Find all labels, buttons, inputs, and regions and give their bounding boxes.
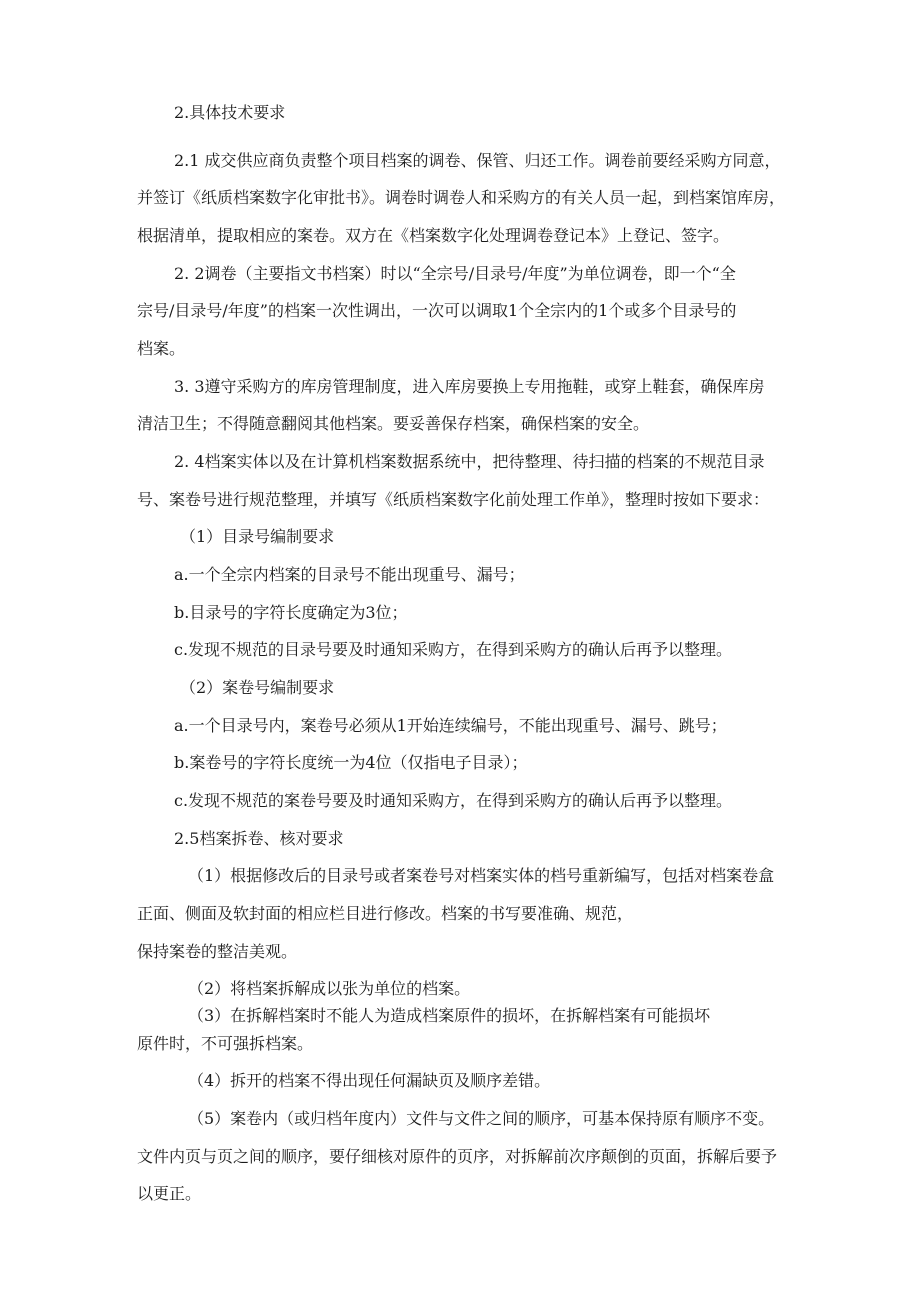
list-item: b.案卷号的字符长度统一为4位（仅指电子目录）； (174, 753, 528, 772)
text-line: 清洁卫生；不得随意翻阅其他档案。要妥善保存档案，确保档案的安全。 (137, 414, 650, 433)
list-item: a.一个目录号内，案卷号必须从1开始连续编号，不能出现重号、漏号、跳号； (174, 716, 727, 735)
text-line: 正面、侧面及软封面的相应栏目进行修改。档案的书写要准确、规范， (137, 904, 634, 923)
text-line: （4）拆开的档案不得出现任何漏缺页及顺序差错。 (188, 1071, 551, 1090)
list-item: c.发现不规范的目录号要及时通知采购方，在得到采购方的确认后再予以整理。 (174, 640, 733, 659)
list-item: a.一个全宗内档案的目录号不能出现重号、漏号； (174, 565, 525, 584)
text-line: 2. 4档案实体以及在计算机档案数据系统中，把待整理、待扫描的档案的不规范目录 (174, 452, 765, 471)
text-line: （1）根据修改后的目录号或者案卷号对档案实体的档号重新编写，包括对档案卷盒 (188, 866, 775, 885)
text-line: （5）案卷内（或归档年度内）文件与文件之间的顺序，可基本保持原有顺序不变。 (188, 1109, 775, 1128)
text-line: 保持案卷的整洁美观。 (137, 942, 298, 961)
text-line: 号、案卷号进行规范整理，并填写《纸质档案数字化前处理工作单》，整理时按如下要求： (137, 490, 770, 509)
text-line: 2. 2调卷（主要指文书档案）时以“全宗号/目录号/年度”为单位调卷，即一个“全 (174, 264, 736, 283)
subheading: （1）目录号编制要求 (180, 527, 335, 546)
text-line: 3. 3遵守采购方的库房管理制度，进入库房要换上专用拖鞋，或穿上鞋套，确保库房 (174, 377, 765, 396)
text-line: （3）在拆解档案时不能人为造成档案原件的损坏，在拆解档案有可能损坏 (188, 1006, 711, 1025)
text-line: 文件内页与页之间的顺序，要仔细核对原件的页序，对拆解前次序颠倒的页面，拆解后要予 (137, 1147, 778, 1166)
section-heading: 2.具体技术要求 (174, 103, 286, 122)
subheading: （2）案卷号编制要求 (180, 678, 335, 697)
text-line: （2）将档案拆解成以张为单位的档案。 (188, 979, 471, 998)
subheading: 2.5档案拆卷、核对要求 (174, 829, 344, 848)
text-line: 原件时，不可强拆档案。 (137, 1034, 314, 1053)
text-line: 2.1 成交供应商负责整个项目档案的调卷、保管、归还工作。调卷前要经采购方同意， (174, 151, 781, 170)
list-item: c.发现不规范的案卷号要及时通知采购方，在得到采购方的确认后再予以整理。 (174, 791, 733, 810)
text-line: 根据清单，提取相应的案卷。双方在《档案数字化处理调卷登记本》上登记、签字。 (137, 226, 730, 245)
text-line: 并签订《纸质档案数字化审批书》。调卷时调卷人和采购方的有关人员一起，到档案馆库房， (137, 188, 786, 207)
text-line: 以更正。 (137, 1184, 202, 1203)
text-line: 档案。 (137, 339, 186, 358)
text-line: 宗号/目录号/年度”的档案一次性调出，一次可以调取1个全宗内的1个或多个目录号的 (137, 301, 737, 320)
list-item: b.目录号的字符长度确定为3位； (174, 603, 408, 622)
